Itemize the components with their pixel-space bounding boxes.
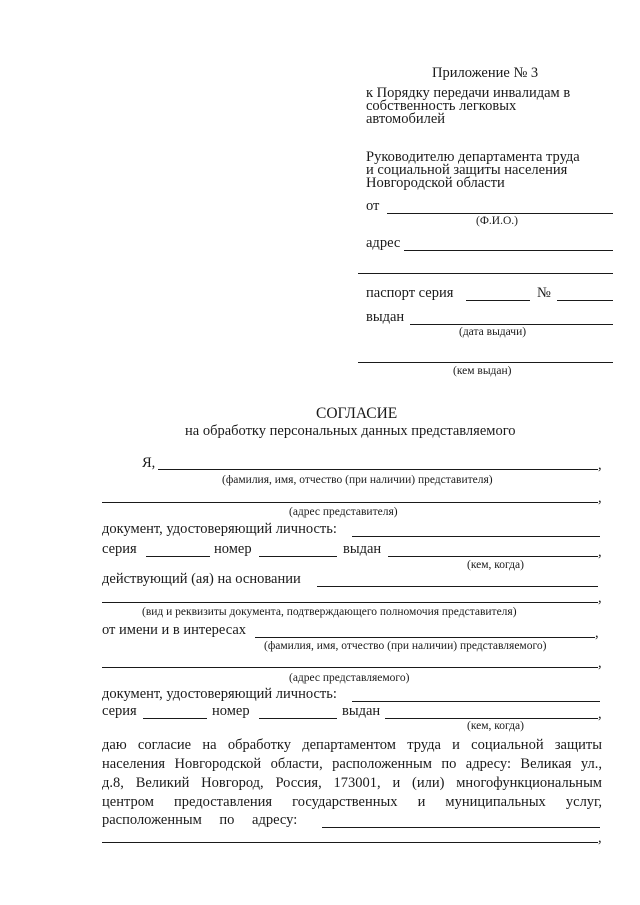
id-doc-label: документ, удостоверяющий личность: bbox=[102, 686, 337, 702]
address-field-2[interactable] bbox=[358, 273, 613, 274]
authority-doc-field-2[interactable] bbox=[102, 602, 598, 603]
rep-number-field[interactable] bbox=[259, 556, 337, 557]
addressee-line-2: и социальной защиты населения bbox=[366, 162, 568, 178]
repd-address-caption: (адрес представляемого) bbox=[289, 672, 410, 684]
id-doc-label: документ, удостоверяющий личность: bbox=[102, 521, 337, 537]
on-behalf-label: от имени и в интересах bbox=[102, 622, 247, 638]
acting-label: действующий (ая) на основании bbox=[102, 571, 301, 587]
consent-paragraph-line-1: даю согласие на обработку департаментом труда и социальной защиты bbox=[102, 737, 602, 753]
fio-caption: (Ф.И.О.) bbox=[476, 215, 518, 227]
appendix-line-2: собственность легковых bbox=[366, 98, 517, 114]
from-label: от bbox=[366, 198, 380, 214]
repd-series-field[interactable] bbox=[143, 718, 207, 719]
issued-label: выдан bbox=[366, 309, 405, 325]
consent-paragraph-line-4: центром предоставления государственных и муниципальных услуг, bbox=[102, 794, 602, 810]
repd-fio-field[interactable] bbox=[255, 637, 595, 638]
number-label: номер bbox=[212, 703, 250, 719]
appendix-line-1: к Порядку передачи инвалидам в bbox=[366, 85, 571, 101]
consent-subtitle: на обработку персональных данных представляемого bbox=[185, 423, 516, 439]
addressee-line-1: Руководителю департамента труда bbox=[366, 149, 580, 165]
rep-id-doc-field[interactable] bbox=[352, 536, 600, 537]
rep-fio-field[interactable] bbox=[158, 469, 598, 470]
comma: , bbox=[598, 544, 602, 560]
issued-label: выдан bbox=[342, 703, 381, 719]
passport-number-sign: № bbox=[537, 285, 551, 301]
repd-address-field[interactable] bbox=[102, 667, 598, 668]
rep-series-field[interactable] bbox=[146, 556, 210, 557]
comma: , bbox=[598, 590, 602, 606]
issue-date-field[interactable] bbox=[410, 324, 613, 325]
issued-by-caption: (кем выдан) bbox=[453, 365, 512, 377]
rep-address-caption: (адрес представителя) bbox=[289, 506, 398, 518]
issued-by-field[interactable] bbox=[358, 362, 613, 363]
consent-paragraph-line-5: расположенным по адресу: bbox=[102, 812, 298, 828]
appendix-line-3: автомобилей bbox=[366, 111, 446, 127]
comma: , bbox=[598, 706, 602, 722]
mfc-address-field-1[interactable] bbox=[322, 827, 600, 828]
comma: , bbox=[598, 655, 602, 671]
consent-title: СОГЛАСИЕ bbox=[316, 405, 398, 422]
passport-series-field[interactable] bbox=[466, 300, 530, 301]
addressee-line-3: Новгородской области bbox=[366, 175, 505, 191]
rep-issued-field[interactable] bbox=[388, 556, 598, 557]
passport-series-label: паспорт серия bbox=[366, 285, 454, 301]
repd-id-doc-field[interactable] bbox=[352, 701, 600, 702]
address-field-1[interactable] bbox=[404, 250, 613, 251]
comma: , bbox=[598, 830, 602, 846]
comma: , bbox=[595, 625, 599, 641]
mfc-address-field-2[interactable] bbox=[102, 842, 598, 843]
address-label: адрес bbox=[366, 235, 401, 251]
repd-fio-caption: (фамилия, имя, отчество (при наличии) представляемого) bbox=[264, 640, 547, 652]
rep-fio-caption: (фамилия, имя, отчество (при наличии) представителя) bbox=[222, 474, 493, 486]
repd-issued-field[interactable] bbox=[385, 718, 598, 719]
appendix-title: Приложение № 3 bbox=[432, 65, 539, 81]
authority-doc-caption: (вид и реквизиты документа, подтверждающего полномочия представителя) bbox=[142, 606, 517, 618]
issued-label: выдан bbox=[343, 541, 382, 557]
rep-address-field[interactable] bbox=[102, 502, 598, 503]
comma: , bbox=[598, 457, 602, 473]
series-label: серия bbox=[102, 541, 137, 557]
consent-paragraph-line-2: населения Новгородской области, расположенным по адресу: Великая ул., bbox=[102, 756, 602, 772]
comma: , bbox=[598, 490, 602, 506]
passport-number-field[interactable] bbox=[557, 300, 613, 301]
repd-number-field[interactable] bbox=[259, 718, 337, 719]
from-fio-field[interactable] bbox=[387, 213, 613, 214]
i-label: Я, bbox=[142, 455, 156, 471]
issue-date-caption: (дата выдачи) bbox=[459, 326, 527, 338]
number-label: номер bbox=[214, 541, 252, 557]
who-when-caption: (кем, когда) bbox=[467, 559, 524, 571]
series-label: серия bbox=[102, 703, 137, 719]
who-when-caption: (кем, когда) bbox=[467, 720, 524, 732]
authority-doc-field-1[interactable] bbox=[317, 586, 598, 587]
consent-paragraph-line-3: д.8, Великий Новгород, Россия, 173001, и (или) многофункциональным bbox=[102, 775, 602, 791]
